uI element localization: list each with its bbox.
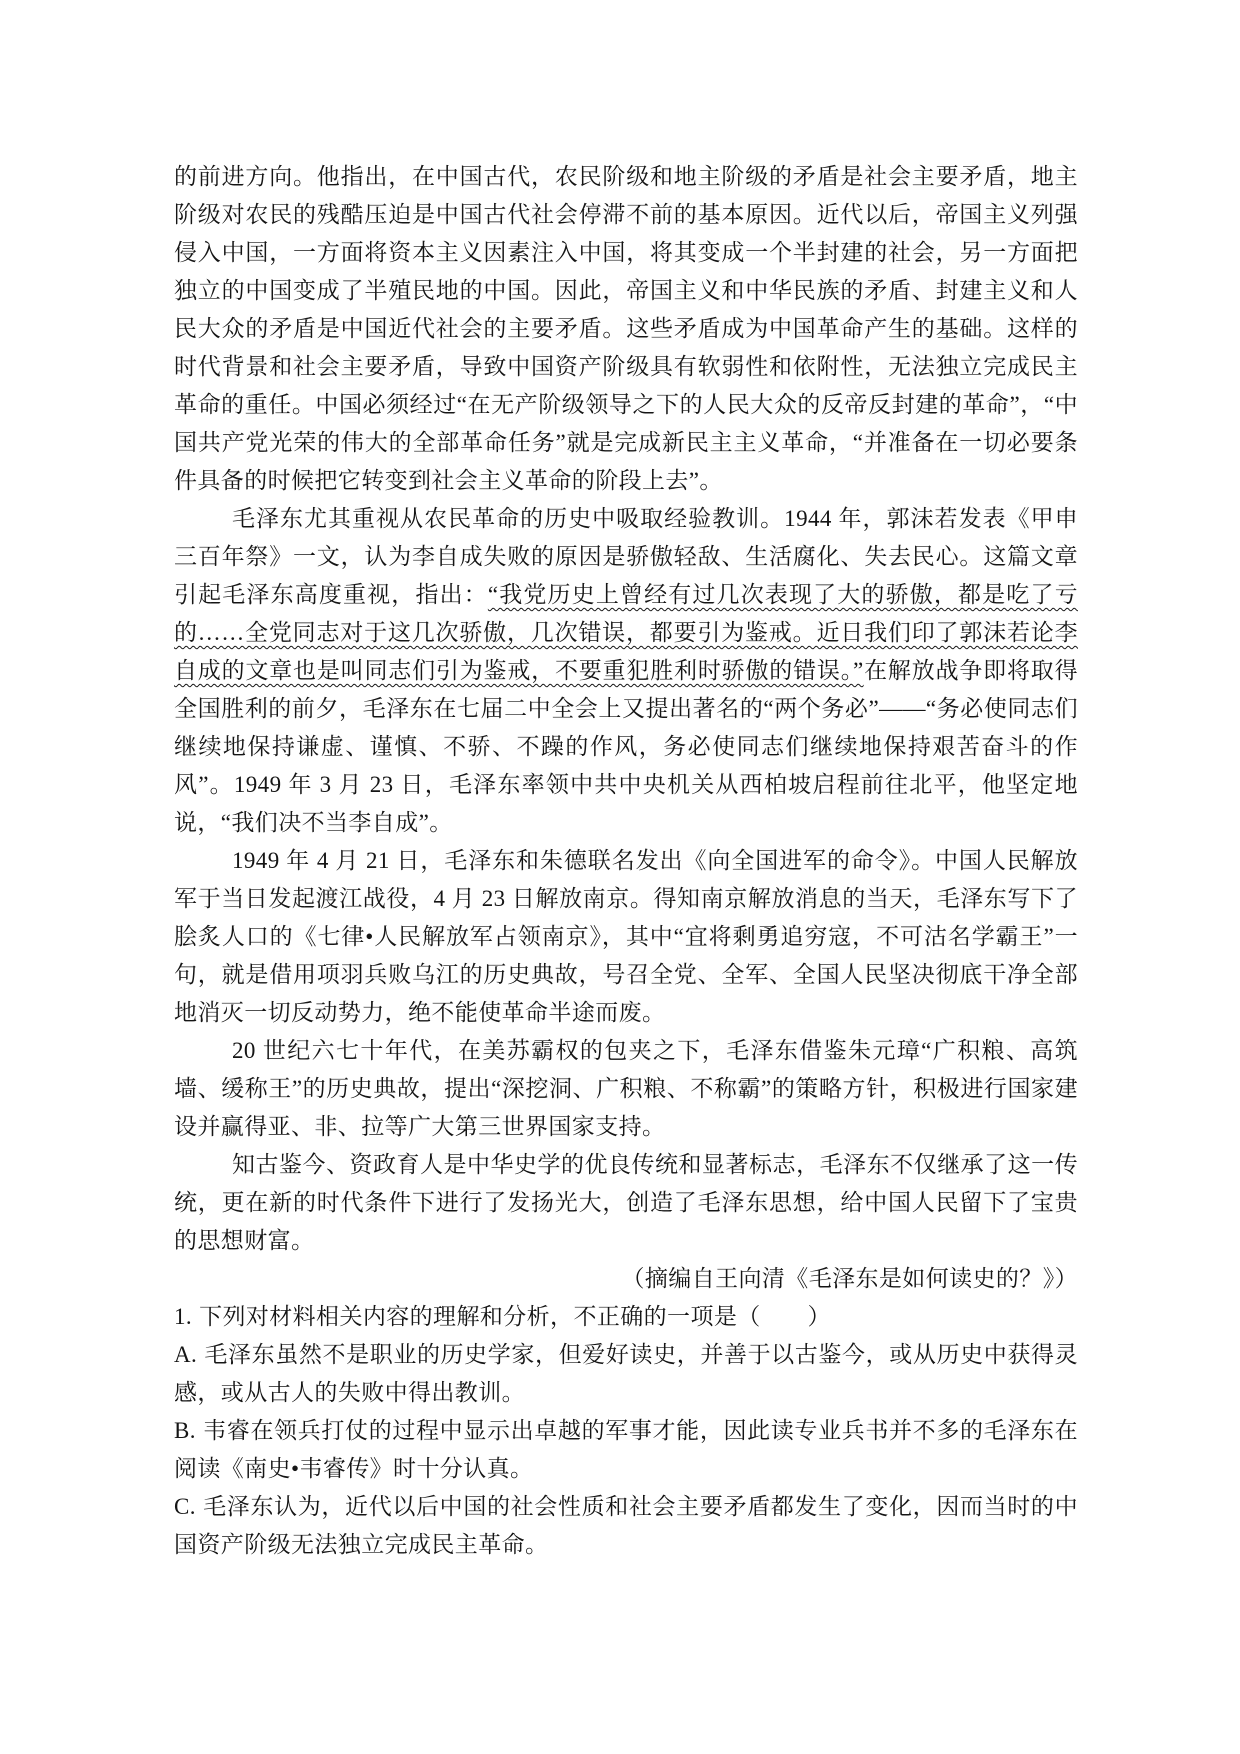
option-b-text: 韦睿在领兵打仗的过程中显示出卓越的军事才能，因此读专业兵书并不多的毛泽东在阅读《南史•韦睿传》时十分认真。	[174, 1418, 1078, 1481]
option-a-text: 毛泽东虽然不是职业的历史学家，但爱好读史，并善于以古鉴今，或从历史中获得灵感，或从古人的失败中得出教训。	[174, 1342, 1078, 1405]
option-c-label: C.	[174, 1494, 196, 1519]
question-1-text: 下列对材料相关内容的理解和分析，不正确的一项是（ ）	[199, 1304, 831, 1329]
paragraph-2-pre-text: 毛泽东尤其重视从农民革命的历史中吸取经验教训。1944 年，郭沫若发表《甲申三百年祭》一文，认为李自成失败的原因是骄傲轻敌、生活腐化、失去民心。这篇文章引起毛泽东高度重视，指出：	[174, 506, 1078, 607]
body-paragraph-4: 20 世纪六七十年代，在美苏霸权的包夹之下，毛泽东借鉴朱元璋“广积粮、高筑墙、缓称王”的历史典故，提出“深挖洞、广积粮、不称霸”的策略方针，积极进行国家建设并赢得亚、非、拉等广大第三世界国家支持。	[174, 1038, 1078, 1139]
body-paragraph-1: 的前进方向。他指出，在中国古代，农民阶级和地主阶级的矛盾是社会主要矛盾，地主阶级对农民的残酷压迫是中国古代社会停滞不前的基本原因。近代以后，帝国主义列强侵入中国，一方面将资本主义因素注入中国，将其变成一个半封建的社会，另一方面把独立的中国变成了半殖民地的中国。因此，帝国主义和中华民族的矛盾、封建主义和人民大众的矛盾是中国近代社会的主要矛盾。这些矛盾成为中国革命产生的基础。这样的时代背景和社会主要矛盾，导致中国资产阶级具有软弱性和依附性，无法独立完成民主革命的重任。中国必须经过“在无产阶级领导之下的人民大众的反帝反封建的革命”，“中国共产党光荣的伟大的全部革命任务”就是完成新民主主义革命，“并准备在一切必要条件具备的时候把它转变到社会主义革命的阶段上去”。	[174, 164, 1078, 493]
body-paragraph-3: 1949 年 4 月 21 日，毛泽东和朱德联名发出《向全国进军的命令》。中国人民解放军于当日发起渡江战役，4 月 23 日解放南京。得知南京解放消息的当天，毛泽东写下了脍炙人口的《七律•人民解放军占领南京》，其中“宜将剩勇追穷寇，不可沽名学霸王”一句，就是借用项羽兵败乌江的历史典故，号召全党、全军、全国人民坚决彻底干净全部地消灭一切反动势力，绝不能使革命半途而废。	[174, 848, 1078, 1025]
question-1-number: 1.	[174, 1304, 193, 1329]
option-c	[174, 1488, 1078, 1564]
wavy-underlined-quote: “我党历史上曾经有过几次表现了大的骄傲，都是吃了亏的……全党同志对于这几次骄傲，几次错误，都要引为鉴戒。近日我们印了郭沫若论李自成的文章也是叫同志们引为鉴戒，不要重犯胜利时骄傲的错误。”	[174, 582, 1078, 683]
option-a-label: A.	[174, 1342, 198, 1367]
option-b-label: B.	[174, 1418, 196, 1443]
body-paragraph-5: 知古鉴今、资政育人是中华史学的优良传统和显著标志，毛泽东不仅继承了这一传统，更在新的时代条件下进行了发扬光大，创造了毛泽东思想，给中国人民留下了宝贵的思想财富。	[174, 1152, 1078, 1253]
option-a	[174, 1336, 1078, 1412]
option-b	[174, 1412, 1078, 1488]
body-paragraph-2	[174, 500, 1078, 842]
option-c-text: 毛泽东认为，近代以后中国的社会性质和社会主要矛盾都发生了变化，因而当时的中国资产阶级无法独立完成民主革命。	[174, 1494, 1078, 1557]
source-attribution: （摘编自王向清《毛泽东是如何读史的？》）	[621, 1266, 1078, 1291]
paragraph-2-post-text: 在解放战争即将取得全国胜利的前夕，毛泽东在七届二中全会上又提出著名的“两个务必”——“务必使同志们继续地保持谦虚、谨慎、不骄、不躁的作风，务必使同志们继续地保持艰苦奋斗的作风”。1949 年 3 月 23 日，毛泽东率领中共中央机关从西柏坡启程前往北平，他坚定地说，“我们决不当李自成”。	[174, 658, 1078, 835]
question-1	[174, 1298, 1078, 1336]
